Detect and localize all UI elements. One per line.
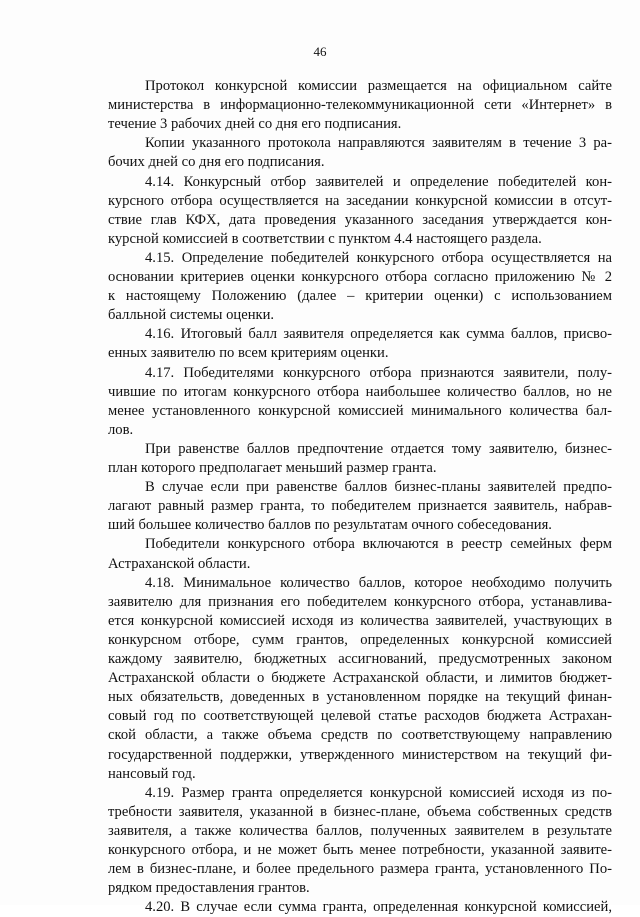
text-line: ных обязательств, доведенных в установленном порядке на текущий финан-: [108, 689, 612, 706]
text-line: совый год по соответствующей целевой статье расходов бюджета Астрахан-: [108, 708, 612, 725]
text-line: к настоящему Положению (далее – критерии оценки) с использованием: [108, 288, 612, 305]
text-line: 4.20. В случае если сумма гранта, определенная конкурсной комиссией,: [145, 899, 612, 916]
text-line: заявителю для признания его победителем конкурсного отбора, устанавлива-: [108, 593, 612, 610]
text-line: 4.17. Победителями конкурсного отбора признаются заявители, полу-: [145, 364, 612, 381]
text-line: Астраханской области о бюджете Астраханской области, и лимитов бюджет-: [108, 670, 612, 687]
text-line: течение 3 рабочих дней со дня его подписания.: [108, 116, 402, 133]
text-line: Копии указанного протокола направляются заявителям в течение 3 ра-: [145, 135, 612, 152]
text-line: 4.14. Конкурсный отбор заявителей и определение победителей кон-: [145, 173, 612, 190]
text-line: При равенстве баллов предпочтение отдается тому заявителю, бизнес-: [145, 440, 612, 457]
text-line: план которого предполагает меньший размер гранта.: [108, 460, 437, 476]
text-line: Победители конкурсного отбора включаются в реестр семейных ферм: [145, 536, 612, 553]
text-line: министерства в информационно-телекоммуникационной сети «Интернет» в: [108, 97, 612, 114]
text-line: менее установленного конкурсной комиссией минимального количества бал-: [108, 402, 612, 419]
text-line: государственной поддержки, утвержденного министерством на текущий фи-: [108, 746, 612, 763]
text-line: лем в бизнес-плане, и более предельного размера гранта, установленного По-: [108, 861, 612, 878]
text-line: лагают равный размер гранта, то победителем признается заявитель, набрав-: [108, 498, 612, 515]
text-line: рядком предоставления грантов.: [108, 880, 310, 897]
text-line: енных заявителю по всем критериям оценки.: [108, 345, 389, 362]
text-line: 4.19. Размер гранта определяется конкурсной комиссией исходя из по-: [145, 784, 612, 801]
text-line: Протокол конкурсной комиссии размещается на официальном сайте: [145, 78, 612, 94]
text-line: ствие глав КФХ, дата проведения указанного заседания утверждается кон-: [108, 211, 612, 228]
text-line: курсного отбора осуществляется на заседании конкурсной комиссии в отсут-: [108, 192, 612, 209]
text-line: конкурсного отбора, и не может быть менее потребности, указанной заявите-: [108, 842, 612, 858]
text-line: чившие по итогам конкурсного отбора наибольшее количество баллов, но не: [108, 383, 612, 400]
text-line: нансовый год.: [108, 765, 196, 782]
text-line: каждому заявителю, бюджетных ассигнований, предусмотренных законом: [108, 651, 612, 667]
text-line: 4.18. Минимальное количество баллов, которое необходимо получить: [145, 574, 612, 591]
text-line: бочих дней со дня его подписания.: [108, 154, 325, 171]
text-line: требности заявителя, указанной в бизнес-плане, объема собственных средств: [108, 803, 612, 820]
text-line: 4.16. Итоговый балл заявителя определяется как сумма баллов, присво-: [145, 326, 612, 343]
text-line: ской области, а также объема средств по соответствующему направлению: [108, 727, 612, 744]
text-line: балльной системы оценки.: [108, 307, 275, 324]
text-line: заявителя, а также количества баллов, полученных заявителем в результате: [108, 822, 612, 839]
text-line: лов.: [108, 421, 134, 438]
text-line: 4.15. Определение победителей конкурсного отбора осуществляется на: [145, 249, 612, 266]
text-line: В случае если при равенстве баллов бизнес-планы заявителей предпо-: [145, 479, 612, 496]
text-line: конкурсном отборе, сумм грантов, определенных конкурсной комиссией: [108, 631, 612, 648]
text-line: Астраханской области.: [108, 555, 251, 572]
text-line: ется конкурсной комиссией исходя из количества заявителей, участвующих в: [108, 612, 612, 629]
text-line: курсной комиссией в соответствии с пунктом 4.4 настоящего раздела.: [108, 230, 542, 247]
text-line: ший большее количество баллов по результатам очного собеседования.: [108, 517, 552, 534]
text-line: основании критериев оценки конкурсного отбора согласно приложению № 2: [108, 269, 612, 285]
page-number: 46: [313, 44, 327, 59]
